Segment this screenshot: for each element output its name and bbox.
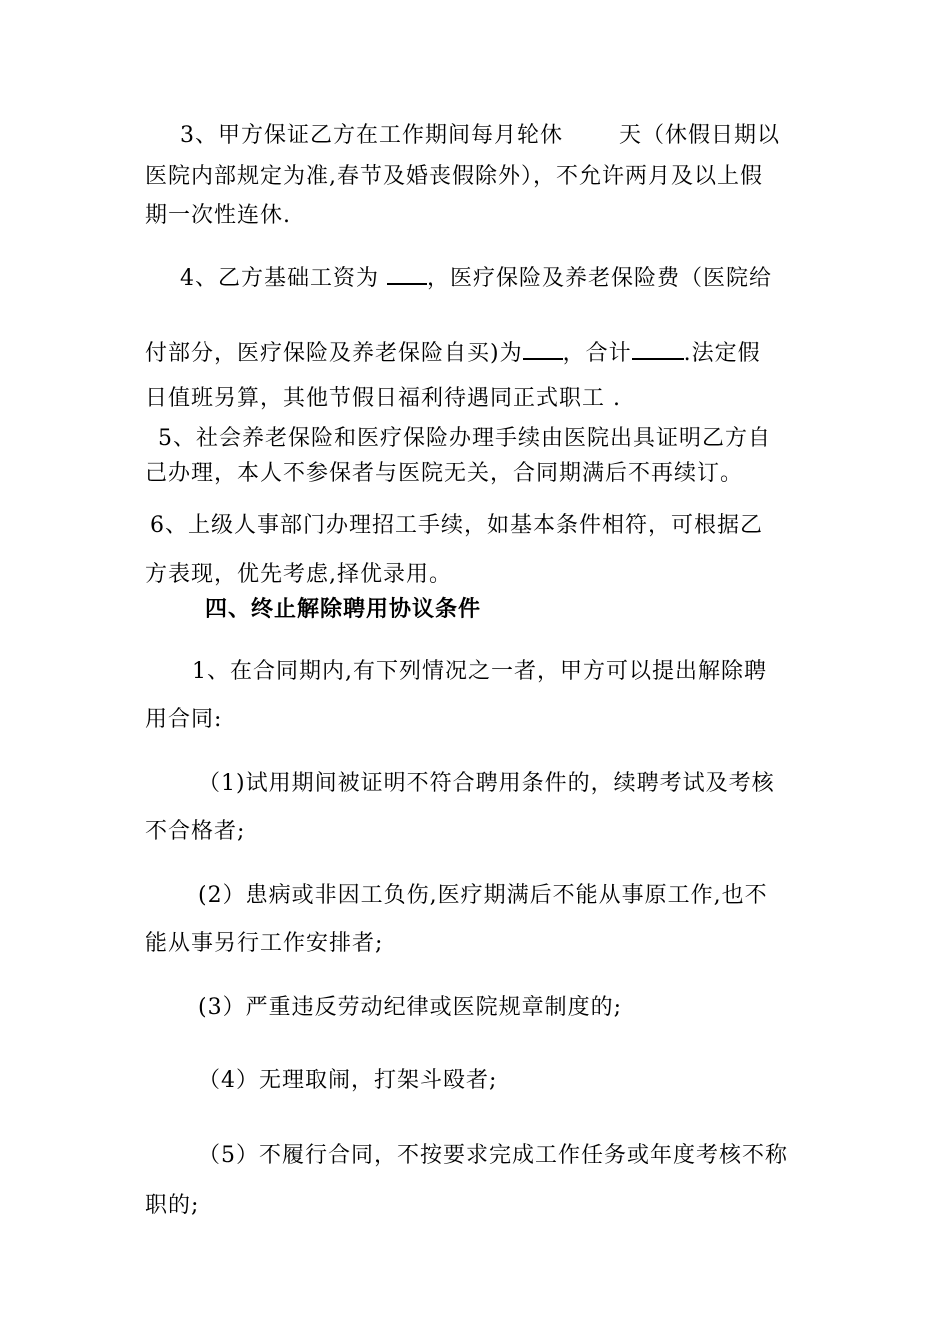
clause-5-line-2: 己办理，本人不参保者与医院无关，合同期满后不再续订。 <box>145 461 744 486</box>
clause-4-text-c: 医疗保险及养老保险费（医院给 <box>450 266 773 291</box>
clause-3-line-1 <box>180 122 780 150</box>
sub-item-5-line-2: 职的; <box>145 1193 200 1218</box>
clause-4-line-1 <box>180 263 772 293</box>
insurance-blank <box>523 338 563 360</box>
section-4-item-1-line-1: 1、在合同期内,有下列情况之一者，甲方可以提出解除聘 <box>192 659 767 684</box>
sub-item-3: (3）严重违反劳动纪律或医院规章制度的; <box>198 995 622 1020</box>
clause-4-text-2a: 付部分，医疗保险及养老保险自买)为 <box>145 341 523 366</box>
clause-3-line-2: 医院内部规定为准,春节及婚丧假除外），不允许两月及以上假 <box>145 164 763 189</box>
clause-6-line-1: 6、上级人事部门办理招工手续，如基本条件相符，可根据乙 <box>150 513 763 538</box>
total-blank <box>632 338 684 360</box>
sub-item-1-line-2: 不合格者; <box>145 819 246 844</box>
section-4-item-1-line-2: 用合同: <box>145 707 223 732</box>
clause-4-comma-2: ， <box>562 341 586 366</box>
clause-3-line-3: 期一次性连休. <box>145 203 291 228</box>
clause-4-text-a: 4、乙方基础工资为 <box>180 266 379 291</box>
sub-item-4: （4）无理取闹，打架斗殴者; <box>198 1068 498 1093</box>
clause-4-line-3: 日值班另算，其他节假日福利待遇同正式职工 . <box>145 386 621 411</box>
clause-5-line-1: 5、社会养老保险和医疗保险办理手续由医院出具证明乙方自 <box>158 426 771 451</box>
sub-item-5-line-1: （5）不履行合同，不按要求完成工作任务或年度考核不称 <box>198 1143 788 1168</box>
sub-item-1-line-1: （1)试用期间被证明不符合聘用条件的，续聘考试及考核 <box>198 771 775 796</box>
clause-4-text-2d: .法定假 <box>683 341 761 366</box>
salary-blank <box>387 263 427 285</box>
section-4-heading: 四、终止解除聘用协议条件 <box>205 597 482 622</box>
clause-4-line-2 <box>145 338 761 368</box>
sub-item-2-line-1: (2）患病或非因工负伤,医疗期满后不能从事原工作,也不 <box>198 883 768 908</box>
clause-6-line-2: 方表现，优先考虑,择优录用。 <box>145 562 452 587</box>
clause-4-comma: ， <box>427 266 451 291</box>
clause-4-text-2c: 合计 <box>585 341 632 366</box>
sub-item-2-line-2: 能从事另行工作安排者; <box>145 931 384 956</box>
clause-3-text-a: 3、甲方保证乙方在工作期间每月轮休 <box>180 123 563 148</box>
clause-3-text-b: 天（休假日期以 <box>619 123 781 148</box>
